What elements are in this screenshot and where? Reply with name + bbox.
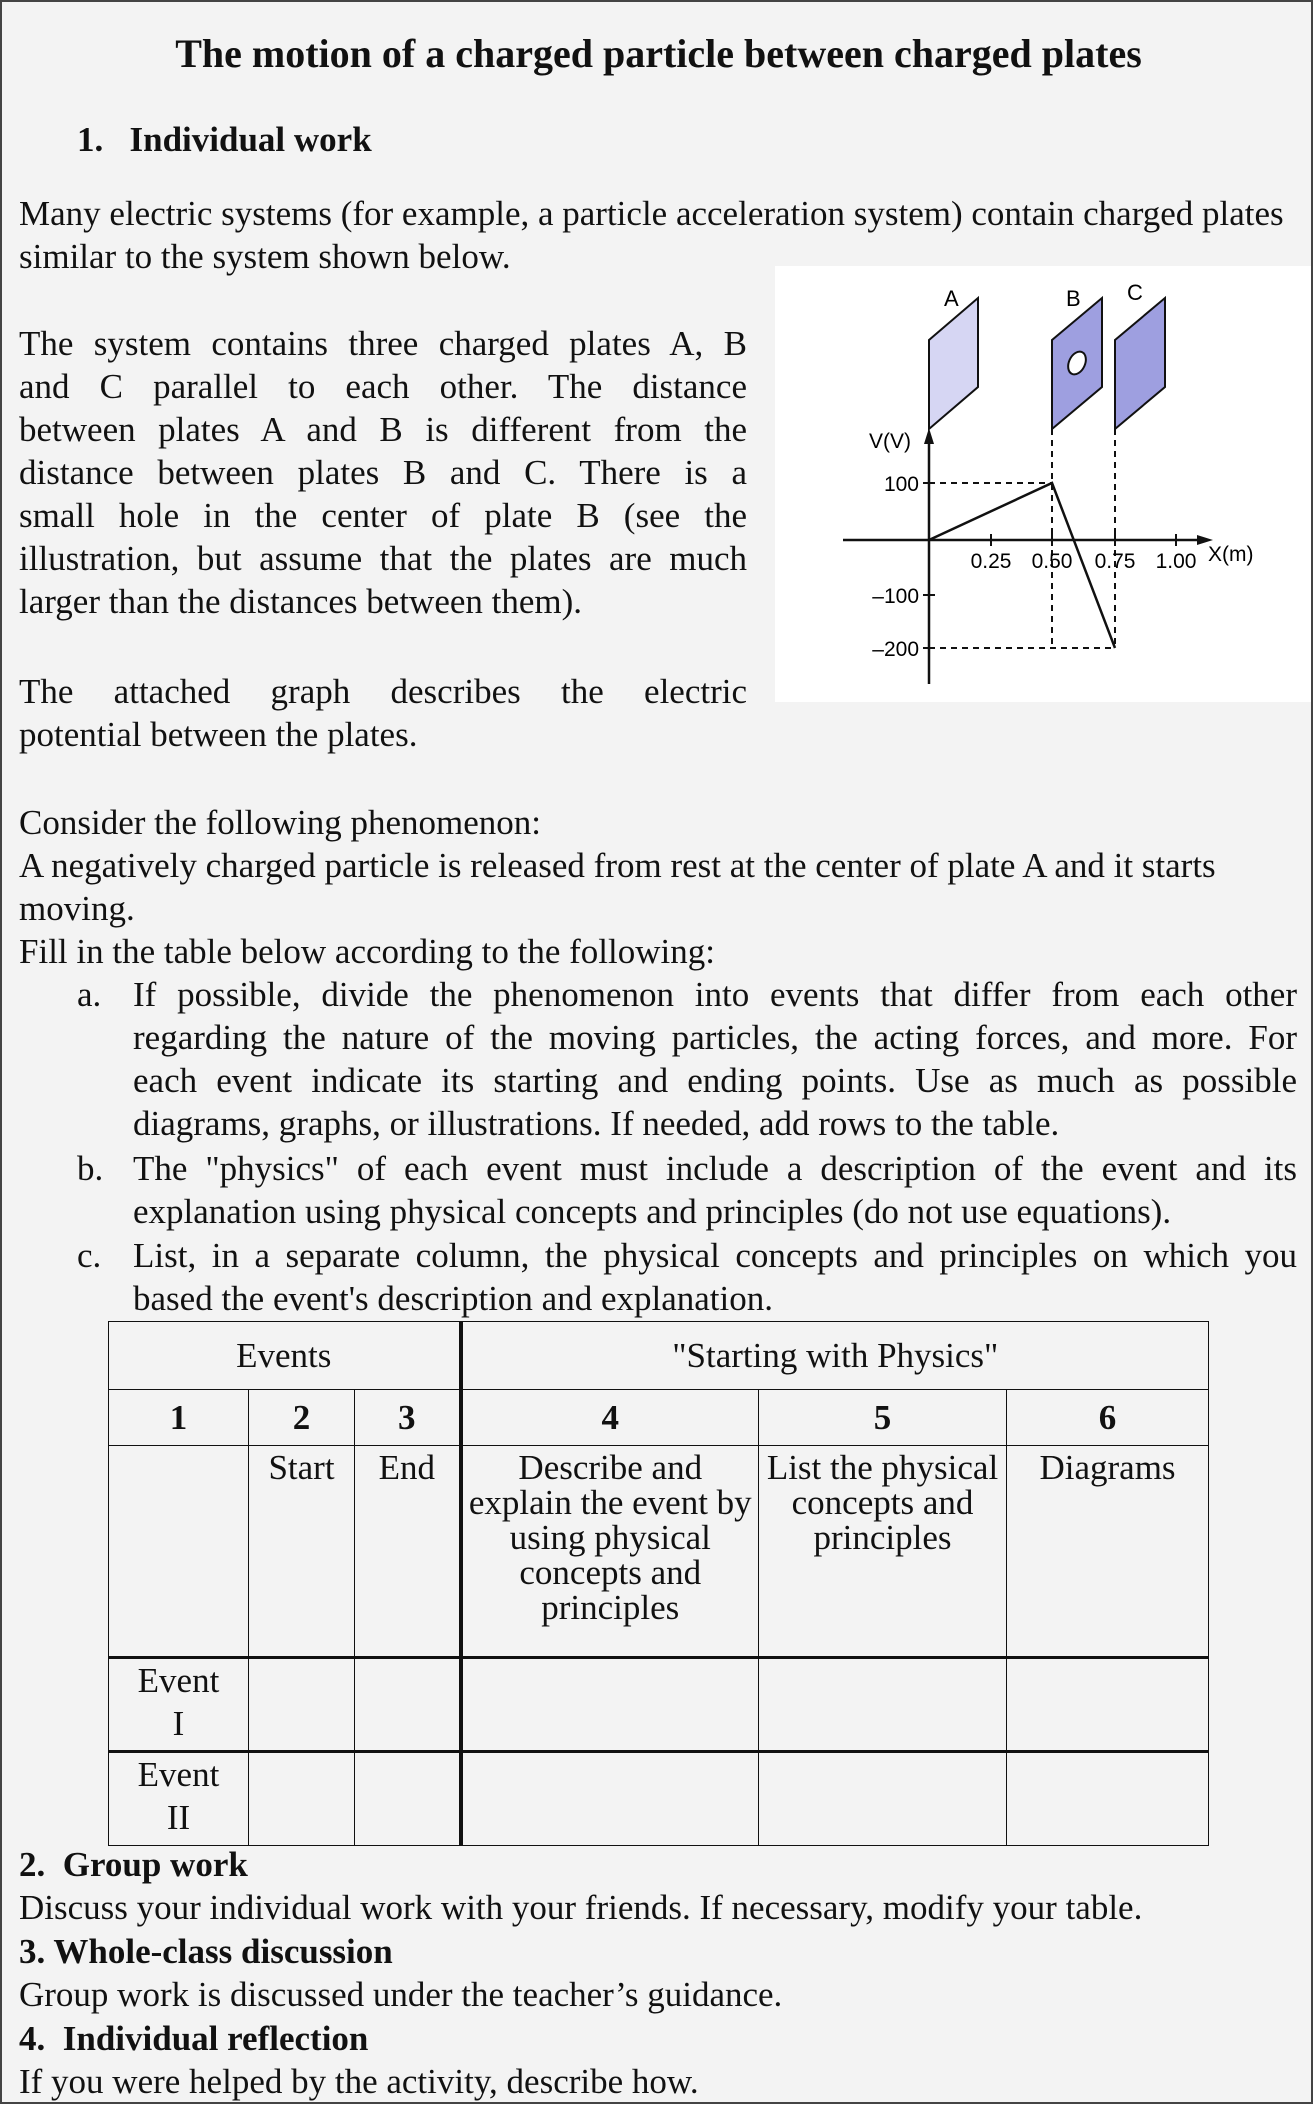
instruction-text bbox=[133, 973, 1297, 1145]
intro-paragraph: Many electric systems (for example, a particle acceleration system) contain charged plates similar to the system shown below. bbox=[19, 194, 1284, 276]
instruction-line: explanation using physical concepts and principles (do not use equations). bbox=[133, 1192, 1172, 1231]
event-label-word: Event bbox=[137, 1755, 220, 1794]
instruction-label: a. bbox=[77, 975, 102, 1014]
potential-curve bbox=[929, 483, 1115, 648]
x-axis-label: X(m) bbox=[1208, 543, 1254, 566]
instruction-text bbox=[133, 1234, 1297, 1320]
column-header: Describe and explain the event by using physical concepts and principles bbox=[461, 1446, 759, 1658]
potential-graph bbox=[775, 266, 1311, 702]
instruction-line: The "physics" of each event must include a description of the event and its bbox=[133, 1149, 1297, 1188]
column-header: List the physical concepts and principles bbox=[759, 1446, 1007, 1658]
table-cell[interactable] bbox=[1007, 1752, 1209, 1846]
table-row bbox=[109, 1752, 1209, 1846]
column-number: 3 bbox=[355, 1390, 461, 1446]
section-2-title: Group work bbox=[62, 1845, 248, 1884]
table-header-row bbox=[109, 1446, 1209, 1658]
section-2-heading bbox=[19, 1843, 248, 1886]
instruction-line: regarding the nature of the moving particles, the acting forces, and more. For bbox=[133, 1018, 1297, 1057]
column-header: Diagrams bbox=[1007, 1446, 1209, 1658]
section-4-heading bbox=[19, 2017, 368, 2060]
plate-a bbox=[929, 298, 978, 429]
column-number: 5 bbox=[759, 1390, 1007, 1446]
instruction-label: b. bbox=[77, 1149, 104, 1188]
x-tick-label: 0.75 bbox=[1094, 550, 1136, 573]
section-4-title: Individual reflection bbox=[62, 2019, 369, 2058]
graph-description bbox=[19, 670, 747, 756]
section-1-title: Individual work bbox=[129, 120, 372, 159]
page-title: The motion of a charged particle between charged plates bbox=[175, 31, 1142, 76]
system-line: larger than the distances between them). bbox=[19, 582, 583, 621]
system-line: The system contains three charged plates A, B bbox=[19, 324, 747, 363]
table-cell[interactable] bbox=[249, 1658, 355, 1752]
system-line: between plates A and B is different from the bbox=[19, 410, 747, 449]
section-1-heading bbox=[77, 118, 372, 161]
instruction-text bbox=[133, 1147, 1297, 1233]
table-cell[interactable] bbox=[759, 1752, 1007, 1846]
y-tick-label: –200 bbox=[872, 638, 919, 661]
system-line: and C parallel to each other. The distance bbox=[19, 367, 747, 406]
instruction-line: each event indicate its starting and ending points. Use as much as possible bbox=[133, 1061, 1297, 1100]
plate-c bbox=[1115, 298, 1165, 429]
section-2-text: Discuss your individual work with your friends. If necessary, modify your table. bbox=[19, 1888, 1143, 1927]
column-header: End bbox=[355, 1446, 461, 1658]
x-tick-label: 0.25 bbox=[970, 550, 1012, 573]
event-label bbox=[109, 1658, 249, 1752]
phenomenon-text: A negatively charged particle is released from rest at the center of plate A and it starts moving. bbox=[19, 846, 1216, 928]
section-3-number: 3. bbox=[19, 1932, 46, 1971]
graph-line: potential between the plates. bbox=[19, 715, 418, 754]
column-header: Start bbox=[249, 1446, 355, 1658]
section-3-title: Whole-class discussion bbox=[53, 1932, 393, 1971]
section-3-heading bbox=[19, 1930, 393, 1973]
column-number: 1 bbox=[109, 1390, 249, 1446]
system-line: small hole in the center of plate B (see the bbox=[19, 496, 747, 535]
table-group-row bbox=[109, 1322, 1209, 1390]
table-cell[interactable] bbox=[1007, 1658, 1209, 1752]
y-axis-label: V(V) bbox=[869, 430, 911, 453]
section-3-text: Group work is discussed under the teacher’s guidance. bbox=[19, 1975, 783, 2014]
section-2-number: 2. bbox=[19, 1845, 46, 1884]
event-label-number: II bbox=[166, 1798, 191, 1837]
x-tick-label: 0.50 bbox=[1031, 550, 1073, 573]
x-tick-label: 1.00 bbox=[1155, 550, 1197, 573]
system-line: illustration, but assume that the plates are much bbox=[19, 539, 747, 578]
section-4-number: 4. bbox=[19, 2019, 46, 2058]
phenomenon-intro: Consider the following phenomenon: bbox=[19, 803, 542, 842]
system-line: distance between plates B and C. There is a bbox=[19, 453, 747, 492]
instruction-line: List, in a separate column, the physical concepts and principles on which you bbox=[133, 1236, 1297, 1275]
plate-label-c: C bbox=[1127, 280, 1143, 305]
column-number: 2 bbox=[249, 1390, 355, 1446]
plate-label-a: A bbox=[944, 286, 959, 311]
column-number: 4 bbox=[461, 1390, 759, 1446]
plate-label-b: B bbox=[1066, 286, 1081, 311]
event-label-word: Event bbox=[137, 1661, 220, 1700]
y-tick-label: –100 bbox=[872, 585, 919, 608]
table-cell[interactable] bbox=[461, 1752, 759, 1846]
graph-line: The attached graph describes the electric bbox=[19, 672, 747, 711]
fill-in-instruction: Fill in the table below according to the following: bbox=[19, 932, 715, 971]
table-number-row bbox=[109, 1390, 1209, 1446]
table-cell[interactable] bbox=[759, 1658, 1007, 1752]
column-number: 6 bbox=[1007, 1390, 1209, 1446]
y-axis-arrow bbox=[924, 428, 934, 444]
physics-group-header: "Starting with Physics" bbox=[461, 1322, 1209, 1390]
table-cell[interactable] bbox=[249, 1752, 355, 1846]
event-label-number: I bbox=[172, 1704, 185, 1743]
table-cell[interactable] bbox=[461, 1658, 759, 1752]
plates-potential-figure bbox=[775, 266, 1311, 702]
system-description bbox=[19, 322, 747, 623]
table-cell[interactable] bbox=[355, 1752, 461, 1846]
column-header bbox=[109, 1446, 249, 1658]
table-cell[interactable] bbox=[355, 1658, 461, 1752]
section-4-text: If you were helped by the activity, describe how. bbox=[19, 2062, 699, 2101]
table-row bbox=[109, 1658, 1209, 1752]
instruction-line: If possible, divide the phenomenon into events that differ from each other bbox=[133, 975, 1297, 1014]
instruction-label: c. bbox=[77, 1236, 102, 1275]
y-tick-label: 100 bbox=[883, 473, 919, 496]
instruction-line: based the event's description and explanation. bbox=[133, 1279, 773, 1318]
section-1-number: 1. bbox=[77, 120, 104, 159]
events-table bbox=[108, 1321, 1209, 1846]
instruction-line: diagrams, graphs, or illustrations. If needed, add rows to the table. bbox=[133, 1104, 1060, 1143]
events-group-header: Events bbox=[109, 1322, 461, 1390]
event-label bbox=[109, 1752, 249, 1846]
